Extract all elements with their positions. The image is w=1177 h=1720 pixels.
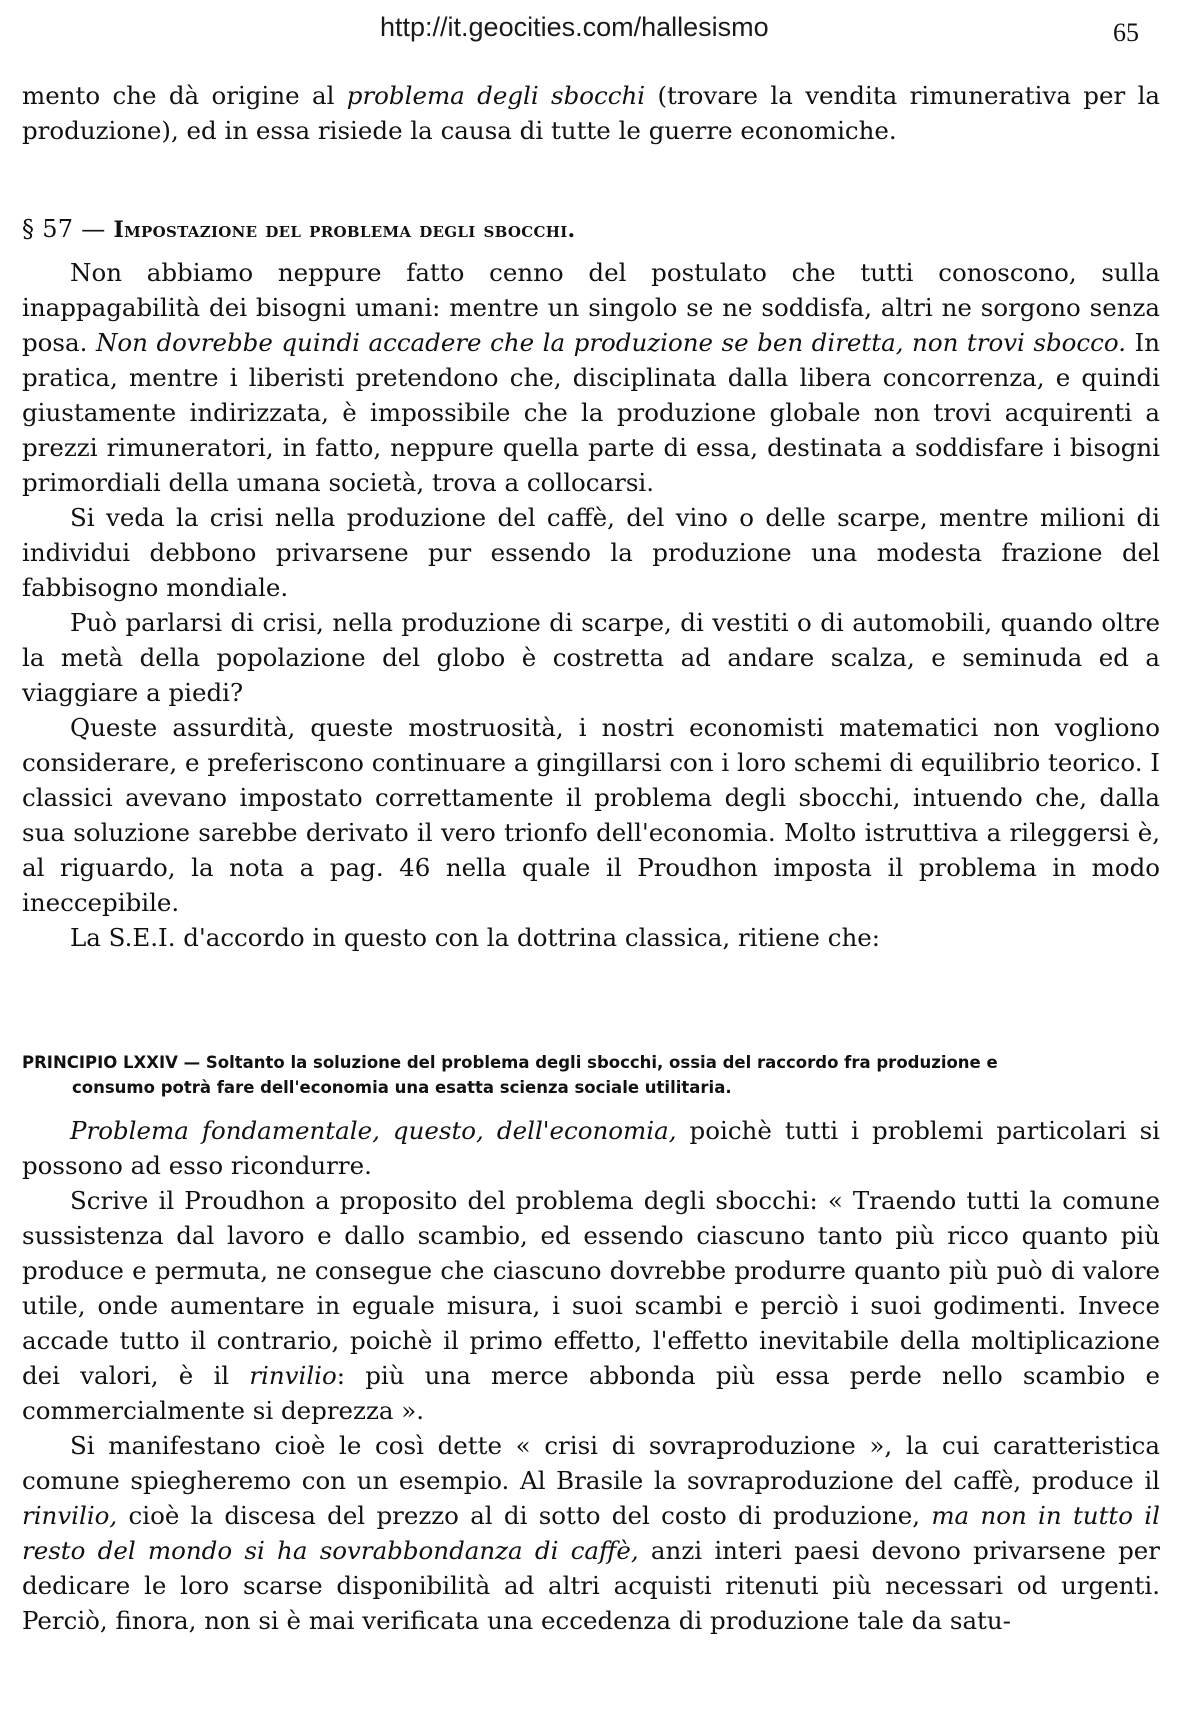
p8-italic-1: rinvilio, [22, 1501, 118, 1530]
p8-text-start: Si manifestano cioè le così dette « crisi di sovraproduzione », la cui caratteristica comune spiegheremo con un esempio. Al Brasile la sovraproduzione del caffè, produce il [22, 1431, 1160, 1495]
intro-italic: problema degli sbocchi [346, 81, 646, 110]
paragraph-6 [22, 1113, 1160, 1183]
intro-text-start: mento che dà origine al [22, 81, 347, 110]
section-heading [22, 215, 576, 243]
paragraph-1 [22, 255, 1160, 500]
paragraph-8 [22, 1428, 1160, 1638]
p6-italic: Problema fondamentale, questo, dell'economia, [70, 1116, 677, 1145]
intro-text-end: (trovare la vendita rimunerativa per la produzione), ed in essa risiede la causa di tutte le guerre economiche. [22, 81, 1161, 145]
paragraph-2: Si veda la crisi nella produzione del caffè, del vino o delle scarpe, mentre milioni di individui debbono privarsene pur essendo la produzione una modesta frazione del fabbisogno mondiale. [22, 503, 1160, 602]
p8-italic-2: ma non in tutto il resto del mondo si ha sovrabbondanza di caffè, [22, 1501, 1160, 1565]
p8-text-mid: cioè la discesa del prezzo al di sotto del costo di produzione, [117, 1501, 932, 1530]
paragraph-7 [22, 1183, 1160, 1428]
principle-label: PRINCIPIO LXXIV — [22, 1053, 201, 1072]
p8-text-end: anzi interi paesi devono privarsene per dedicare le loro scarse disponibilità ad altri acquisti ritenuti più necessari od urgenti. Perciò, finora, non si è mai verificata una eccedenza di produzione tale da satu- [22, 1536, 1161, 1635]
p1-text-start: Non abbiamo neppure fatto cenno del postulato che tutti conoscono, sulla inappagabilità dei bisogni umani: mentre un singolo se ne soddisfa, altri ne sorgono senza posa. [22, 258, 1160, 357]
principle-text-line2: consumo potrà fare dell'economia una esatta scienza sociale utilitaria. [72, 1078, 732, 1097]
header-url: http://it.geocities.com/hallesismo [380, 12, 769, 42]
section-title: Impostazione del problema degli sbocchi. [113, 217, 576, 243]
main-text-block [22, 255, 1160, 955]
p6-text: poichè tutti i problemi particolari si possono ad esso ricondurre. [22, 1116, 1160, 1180]
p7-italic: rinvilio [249, 1361, 337, 1390]
p7-text-end: : più una merce abbonda più essa perde nello scambio e commercialmente si deprezza ». [22, 1361, 1161, 1425]
principle-text-line1: Soltanto la soluzione del problema degli sbocchi, ossia del raccordo fra produzione e [200, 1053, 998, 1072]
intro-paragraph [22, 78, 1160, 148]
page-number: 65 [1113, 18, 1139, 47]
section-number: § 57 — [22, 215, 106, 243]
p1-italic: Non dovrebbe quindi accadere che la produzione se ben diretta, non trovi sbocco. [95, 328, 1126, 357]
paragraph-5: La S.E.I. d'accordo in questo con la dottrina classica, ritiene che: [70, 923, 880, 952]
paragraph-3: Può parlarsi di crisi, nella produzione di scarpe, di vestiti o di automobili, quando oltre la metà della popolazione del globo è costretta ad andare scalza, e seminuda ed a viaggiare a piedi? [22, 608, 1160, 707]
principle-box [22, 1050, 1162, 1100]
after-principle-block [22, 1113, 1160, 1638]
p7-text-start: Scrive il Proudhon a proposito del problema degli sbocchi: « Traendo tutti la comune sussistenza dal lavoro e dallo scambio, ed essendo ciascuno tanto più ricco quanto più produce e permuta, ne consegue che ciascuno dovrebbe produrre quanto più può di valore utile, onde aumentare in eguale misura, i suoi scambi e perciò i suoi godimenti. Invece accade tutto il contrario, poichè il primo effetto, l'effetto inevitabile della moltiplicazione dei valori, è il [22, 1186, 1160, 1390]
p1-text-end: In pratica, mentre i liberisti pretendono che, disciplinata dalla libera concorrenza, e quindi giustamente indirizzata, è impossibile che la produzione globale non trovi acquirenti a prezzi rimuneratori, in fatto, neppure quella parte di essa, destinata a soddisfare i bisogni primordiali della umana società, trova a collocarsi. [22, 328, 1160, 497]
paragraph-4: Queste assurdità, queste mostruosità, i nostri economisti matematici non vogliono considerare, e preferiscono continuare a gingillarsi con i loro schemi di equilibrio teorico. I classici avevano impostato correttamente il problema degli sbocchi, intuendo che, dalla sua soluzione sarebbe derivato il vero trionfo dell'economia. Molto istruttiva a rileggersi è, al riguardo, la nota a pag. 46 nella quale il Proudhon imposta il problema in modo ineccepibile. [22, 713, 1160, 917]
